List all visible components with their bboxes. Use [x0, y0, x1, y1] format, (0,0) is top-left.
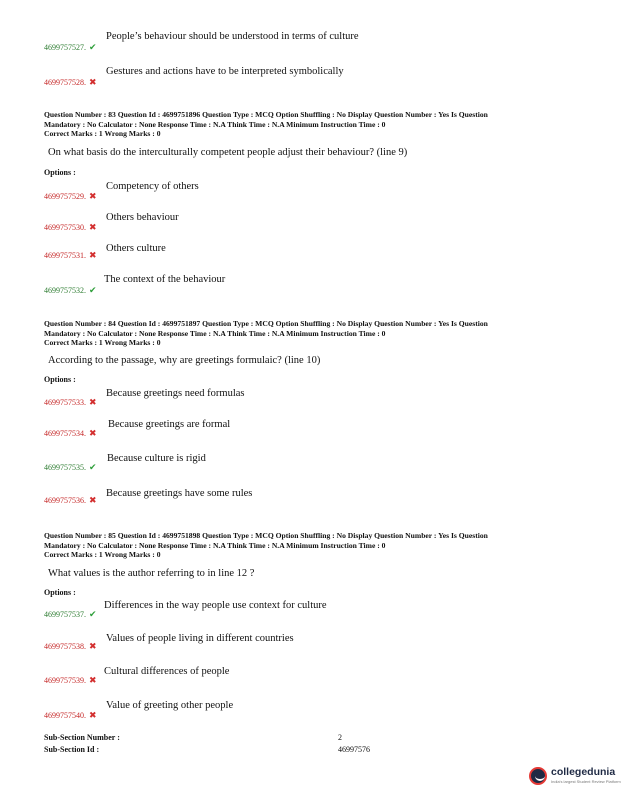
- option-text: Others culture: [106, 243, 166, 254]
- sub-section-number-value: 2: [338, 733, 342, 742]
- option-text: Values of people living in different countries: [106, 633, 294, 644]
- cross-icon: ✖: [89, 495, 97, 505]
- meta-line: Question Number : 83 Question Id : 4699751896 Question Type : MCQ Option Shuffling : No Display Question Number : Yes Is Question: [44, 110, 488, 119]
- option-id: 4699757537. ✔: [44, 609, 97, 619]
- check-icon: ✔: [89, 462, 97, 472]
- meta-line: Mandatory : No Calculator : None Response Time : N.A Think Time : N.A Minimum Instruction Time : 0: [44, 119, 386, 129]
- question-text: According to the passage, why are greetings formulaic? (line 10): [48, 355, 321, 366]
- option-text: Cultural differences of people: [104, 666, 230, 677]
- check-icon: ✔: [89, 609, 97, 619]
- option-id: 4699757532. ✔: [44, 285, 97, 295]
- logo-tagline: India's largest Student Review Platform: [551, 779, 621, 784]
- marks-line: Correct Marks : 1 Wrong Marks : 0: [44, 550, 161, 559]
- option-id: 4699757534. ✖: [44, 428, 97, 438]
- question-meta: [44, 531, 574, 560]
- option-id: 4699757530. ✖: [44, 222, 97, 232]
- cross-icon: ✖: [89, 77, 97, 87]
- option-id: 4699757538. ✖: [44, 641, 97, 651]
- option-id: 4699757535. ✔: [44, 462, 97, 472]
- cross-icon: ✖: [89, 428, 97, 438]
- marks-line: Correct Marks : 1 Wrong Marks : 0: [44, 338, 161, 347]
- option-text: Because greetings have some rules: [106, 488, 253, 499]
- cross-icon: ✖: [89, 250, 97, 260]
- option-id: 4699757527. ✔: [44, 42, 97, 52]
- question-text: What values is the author referring to in line 12 ?: [48, 568, 255, 579]
- option-id: 4699757539. ✖: [44, 675, 97, 685]
- option-text: Others behaviour: [106, 212, 179, 223]
- meta-line: Question Number : 85 Question Id : 4699751898 Question Type : MCQ Option Shuffling : No Display Question Number : Yes Is Question: [44, 531, 488, 540]
- option-text: Competency of others: [106, 181, 199, 192]
- meta-line: Mandatory : No Calculator : None Response Time : N.A Think Time : N.A Minimum Instruction Time : 0: [44, 328, 386, 338]
- cross-icon: ✖: [89, 675, 97, 685]
- options-label: Options :: [44, 588, 76, 597]
- cross-icon: ✖: [89, 191, 97, 201]
- option-text: Differences in the way people use context for culture: [104, 600, 327, 611]
- option-text: The context of the behaviour: [104, 274, 226, 285]
- check-icon: ✔: [89, 42, 97, 52]
- cross-icon: ✖: [89, 641, 97, 651]
- meta-line: Mandatory : No Calculator : None Response Time : N.A Think Time : N.A Minimum Instruction Time : 0: [44, 540, 386, 550]
- option-text: Gestures and actions have to be interpreted symbolically: [106, 66, 344, 77]
- option-id: 4699757536. ✖: [44, 495, 97, 505]
- meta-line: Question Number : 84 Question Id : 4699751897 Question Type : MCQ Option Shuffling : No Display Question Number : Yes Is Question: [44, 319, 488, 328]
- option-text: Because culture is rigid: [107, 453, 206, 464]
- options-label: Options :: [44, 168, 76, 177]
- cross-icon: ✖: [89, 710, 97, 720]
- option-id: 4699757540. ✖: [44, 710, 97, 720]
- logo-name: collegedunia: [551, 766, 616, 778]
- question-meta: [44, 319, 574, 348]
- option-text: People’s behaviour should be understood in terms of culture: [106, 31, 359, 42]
- check-icon: ✔: [89, 285, 97, 295]
- option-text: Value of greeting other people: [106, 700, 234, 711]
- question-meta: [44, 110, 574, 139]
- sub-section-id-value: 46997576: [338, 745, 370, 754]
- logo-mascot-icon: [529, 767, 547, 785]
- option-id: 4699757529. ✖: [44, 191, 97, 201]
- option-id: 4699757528. ✖: [44, 77, 97, 87]
- options-label: Options :: [44, 375, 76, 384]
- question-text: On what basis do the interculturally competent people adjust their behaviour? (line 9): [48, 147, 408, 158]
- sub-section-number-label: Sub-Section Number :: [44, 733, 120, 742]
- option-id: 4699757533. ✖: [44, 397, 97, 407]
- marks-line: Correct Marks : 1 Wrong Marks : 0: [44, 129, 161, 138]
- option-text: Because greetings need formulas: [106, 388, 245, 399]
- option-id: 4699757531. ✖: [44, 250, 97, 260]
- cross-icon: ✖: [89, 222, 97, 232]
- collegedunia-logo: [529, 765, 621, 789]
- cross-icon: ✖: [89, 397, 97, 407]
- sub-section-id-label: Sub-Section Id :: [44, 745, 100, 754]
- option-text: Because greetings are formal: [108, 419, 231, 430]
